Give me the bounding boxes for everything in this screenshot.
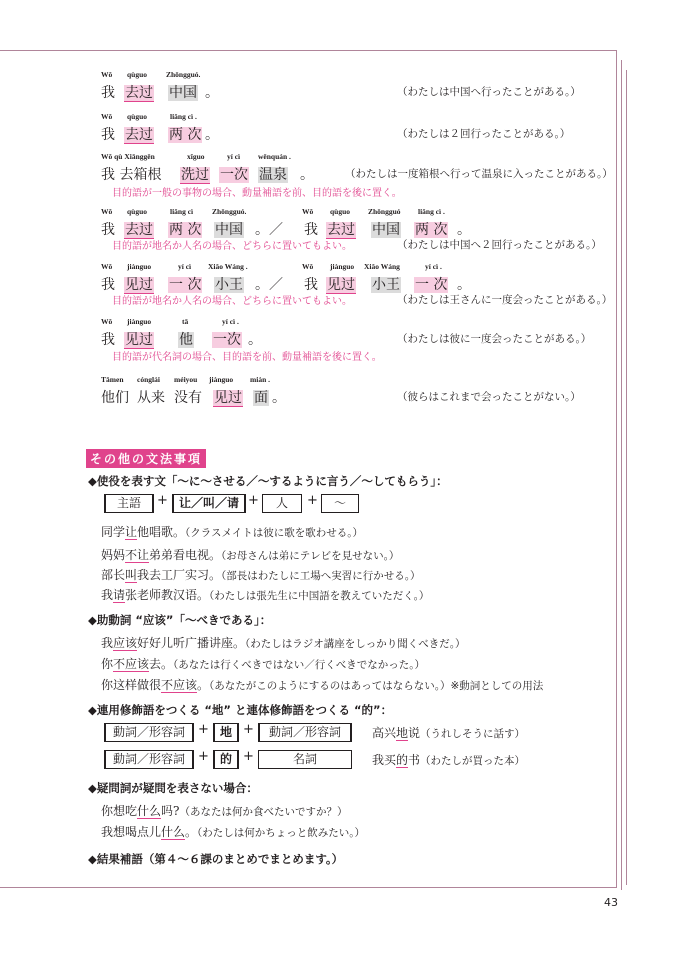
frame-line-inner [626, 70, 627, 885]
plus-sign: + [243, 749, 254, 764]
chinese-word: 洗过 [181, 167, 209, 183]
pattern-box: 動詞／形容詞 [104, 723, 194, 742]
chinese-word: 我 [304, 222, 318, 238]
pinyin: Wǒ [101, 262, 113, 271]
pattern-box-subject: 主語 [104, 494, 154, 513]
example-sentence: 你不应该去。（あなたは行くべきではない／行くべきでなかった。） [101, 657, 426, 671]
chinese-word: 见过 [327, 277, 355, 293]
translation: （わたしは中国へ２回行ったことがある。） [397, 239, 602, 251]
chinese-word: 。／ [255, 277, 283, 293]
chinese-word: 见过 [125, 332, 153, 348]
pattern-box: 動詞／形容詞 [104, 750, 194, 769]
pattern-box-de: 的 [213, 750, 239, 769]
pinyin: Xiǎo Wáng [364, 262, 400, 271]
chinese-word: 中国 [372, 222, 400, 238]
chinese-word: 。 [272, 390, 286, 406]
chinese-word: 。／ [255, 222, 283, 238]
pinyin: Wǒ [101, 207, 113, 216]
pinyin: yí cì [178, 262, 192, 271]
chinese-word: 小王 [372, 277, 400, 293]
chinese-word: 我 [101, 277, 115, 293]
plus-sign: + [307, 493, 318, 508]
translation: （彼らはこれまで会ったことがない。） [397, 391, 581, 403]
translation: （わたしは王さんに一度会ったことがある。） [397, 294, 613, 306]
interrogative-heading: ◆疑問詞が疑問を表さない場合： [88, 781, 258, 795]
chinese-word: 见过 [214, 390, 242, 406]
result-heading: ◆結果補語（第４～６課のまとめでまとめます。） [88, 852, 344, 866]
pinyin: Zhōngguó. [166, 70, 201, 79]
chinese-word: 。 [300, 167, 314, 183]
chinese-word: 我 [101, 222, 115, 238]
pinyin: Zhōngguó [368, 207, 401, 216]
chinese-word: 去过 [327, 222, 355, 238]
pinyin: miàn . [250, 375, 271, 384]
example-sentence: 你这样做很不应该。（あなたがこのようにするのはあってはならない。）※動詞としての用法 [101, 678, 544, 692]
chinese-word: 去过 [125, 85, 153, 101]
pinyin: Xiǎo Wáng . [208, 262, 248, 271]
pinyin: wēnquán . [258, 152, 291, 161]
example-sentence: 你想吃什么吗?（あなたは何か食べたいですか？） [101, 804, 348, 818]
chinese-word: 两 次 [415, 222, 448, 238]
example-row [0, 317, 683, 363]
chinese-word: 温泉 [259, 167, 287, 183]
pinyin: yí cì . [222, 317, 239, 326]
pinyin: jiànguo [330, 262, 355, 271]
translation: （わたしは彼に一度会ったことがある。） [397, 333, 592, 345]
example-row [0, 70, 683, 110]
chinese-word: 一次 [220, 167, 248, 183]
plus-sign: + [198, 722, 209, 737]
chinese-word: 去过 [125, 127, 153, 143]
causative-heading: ◆使役を表す文「～に～させる／～するように言う／～してもらう」： [88, 474, 448, 488]
pattern-box-action: ～ [321, 494, 359, 513]
pinyin: yí cì [227, 152, 241, 161]
pinyin: jiànguo [209, 375, 234, 384]
pinyin: méiyou [174, 375, 198, 384]
chinese-word: 两 次 [169, 127, 202, 143]
chinese-word: 中国 [215, 222, 243, 238]
example-sentence: 我想喝点儿什么。（わたしは何かちょっと飲みたい。） [101, 825, 366, 839]
pinyin: qùguo [127, 112, 148, 121]
grammar-note: 目的語が代名詞の場合、目的語を前、動量補語を後に置く。 [112, 352, 382, 363]
example-sentence: 我请张老师教汉语。（わたしは張先生に中国語を教えていただく。） [101, 588, 430, 602]
pinyin: qùguo [127, 70, 148, 79]
chinese-word: 一次 [213, 332, 241, 348]
example-sentence: 部长叫我去工厂实习。（部長はわたしに工場へ実習に行かせる。） [101, 568, 421, 582]
example-row [0, 262, 683, 307]
example-sentence: 同学让他唱歌。（クラスメイトは彼に歌を歌わせる。） [101, 525, 364, 539]
example-row [0, 375, 683, 415]
pinyin: Wǒ [101, 112, 113, 121]
chinese-word: 面 [254, 390, 268, 406]
grammar-note: 目的語が一般の事物の場合、動量補語を前、目的語を後に置く。 [112, 188, 402, 199]
page-number: 43 [604, 896, 618, 909]
chinese-word: 两 次 [169, 222, 202, 238]
pattern-box-person: 人 [262, 494, 302, 513]
chinese-word: 中国 [169, 85, 197, 101]
plus-sign: + [157, 493, 168, 508]
plus-sign: + [198, 749, 209, 764]
pinyin: Zhōngguó. [212, 207, 247, 216]
pinyin: Tāmen [101, 375, 124, 384]
chinese-word: 我 [304, 277, 318, 293]
pinyin: liǎng cì [170, 207, 194, 216]
chinese-word: 他 [179, 332, 193, 348]
chinese-word: 。 [248, 332, 262, 348]
pinyin: Wǒ qù Xiānggēn [101, 152, 155, 161]
pinyin: cónglái [137, 375, 160, 384]
pinyin: liǎng cì . [418, 207, 445, 216]
translation: （わたしは中国へ行ったことがある。） [397, 86, 581, 98]
pinyin: Wǒ [101, 317, 113, 326]
translation: （わたしは一度箱根へ行って温泉に入ったことがある。） [345, 168, 613, 180]
chinese-word: 我 [101, 332, 115, 348]
chinese-word: 去过 [125, 222, 153, 238]
plus-sign: + [243, 722, 254, 737]
grammar-note: 目的語が地名か人名の場合、どちらに置いてもよい。 [112, 296, 352, 307]
pattern-box: 動詞／形容詞 [258, 723, 352, 742]
chinese-word: 。 [457, 277, 471, 293]
chinese-word: 我 [101, 85, 115, 101]
chinese-word: 一 次 [415, 277, 448, 293]
chinese-word: 我 去箱根 [101, 167, 162, 183]
example-row [0, 207, 683, 252]
pinyin: xǐguo [187, 152, 205, 161]
section-title: その他の文法事項 [86, 449, 206, 468]
chinese-word: 小王 [215, 277, 243, 293]
example-sentence: 妈妈不让弟弟看电视。（お母さんは弟にテレビを見せない。） [101, 548, 400, 562]
pinyin: jiànguo [127, 317, 152, 326]
translation: （わたしは２回行ったことがある。） [397, 128, 571, 140]
pinyin: liǎng cì . [170, 112, 197, 121]
plus-sign: + [248, 493, 259, 508]
pattern-box-de: 地 [213, 723, 239, 742]
chinese-word: 他们 [101, 390, 129, 406]
chinese-word: 。 [205, 85, 219, 101]
example-phrase: 我买的书（わたしが買った本） [372, 753, 526, 767]
pinyin: tā [182, 317, 189, 326]
example-row [0, 152, 683, 199]
example-phrase: 高兴地说（うれしそうに話す） [372, 726, 526, 740]
chinese-word: 见过 [125, 277, 153, 293]
pinyin: qùguo [330, 207, 351, 216]
chinese-word: 。 [457, 222, 471, 238]
pinyin: jiànguo [127, 262, 152, 271]
pinyin: Wǒ [302, 207, 314, 216]
example-sentence: 我应该好好儿听广播讲座。（わたしはラジオ講座をしっかり聞くべきだ。） [101, 636, 466, 650]
chinese-word: 从来 [137, 390, 165, 406]
chinese-word: 我 [101, 127, 115, 143]
chinese-word: 。 [205, 127, 219, 143]
pattern-box: 名詞 [258, 750, 352, 769]
modal-heading: ◆助動詞 “应该”「～べきである」： [88, 613, 272, 627]
pinyin: Wǒ [302, 262, 314, 271]
pinyin: yí cì . [425, 262, 442, 271]
grammar-note: 目的語が地名か人名の場合、どちらに置いてもよい。 [112, 241, 352, 252]
example-row [0, 112, 683, 152]
pattern-box-verb: 让／叫／请 [172, 494, 246, 513]
pinyin: qùguo [127, 207, 148, 216]
pinyin: Wǒ [101, 70, 113, 79]
chinese-word: 一 次 [169, 277, 202, 293]
chinese-word: 没有 [174, 390, 202, 406]
modifier-heading: ◆連用修飾語をつくる “地” と連体修飾語をつくる “的”： [88, 703, 393, 717]
